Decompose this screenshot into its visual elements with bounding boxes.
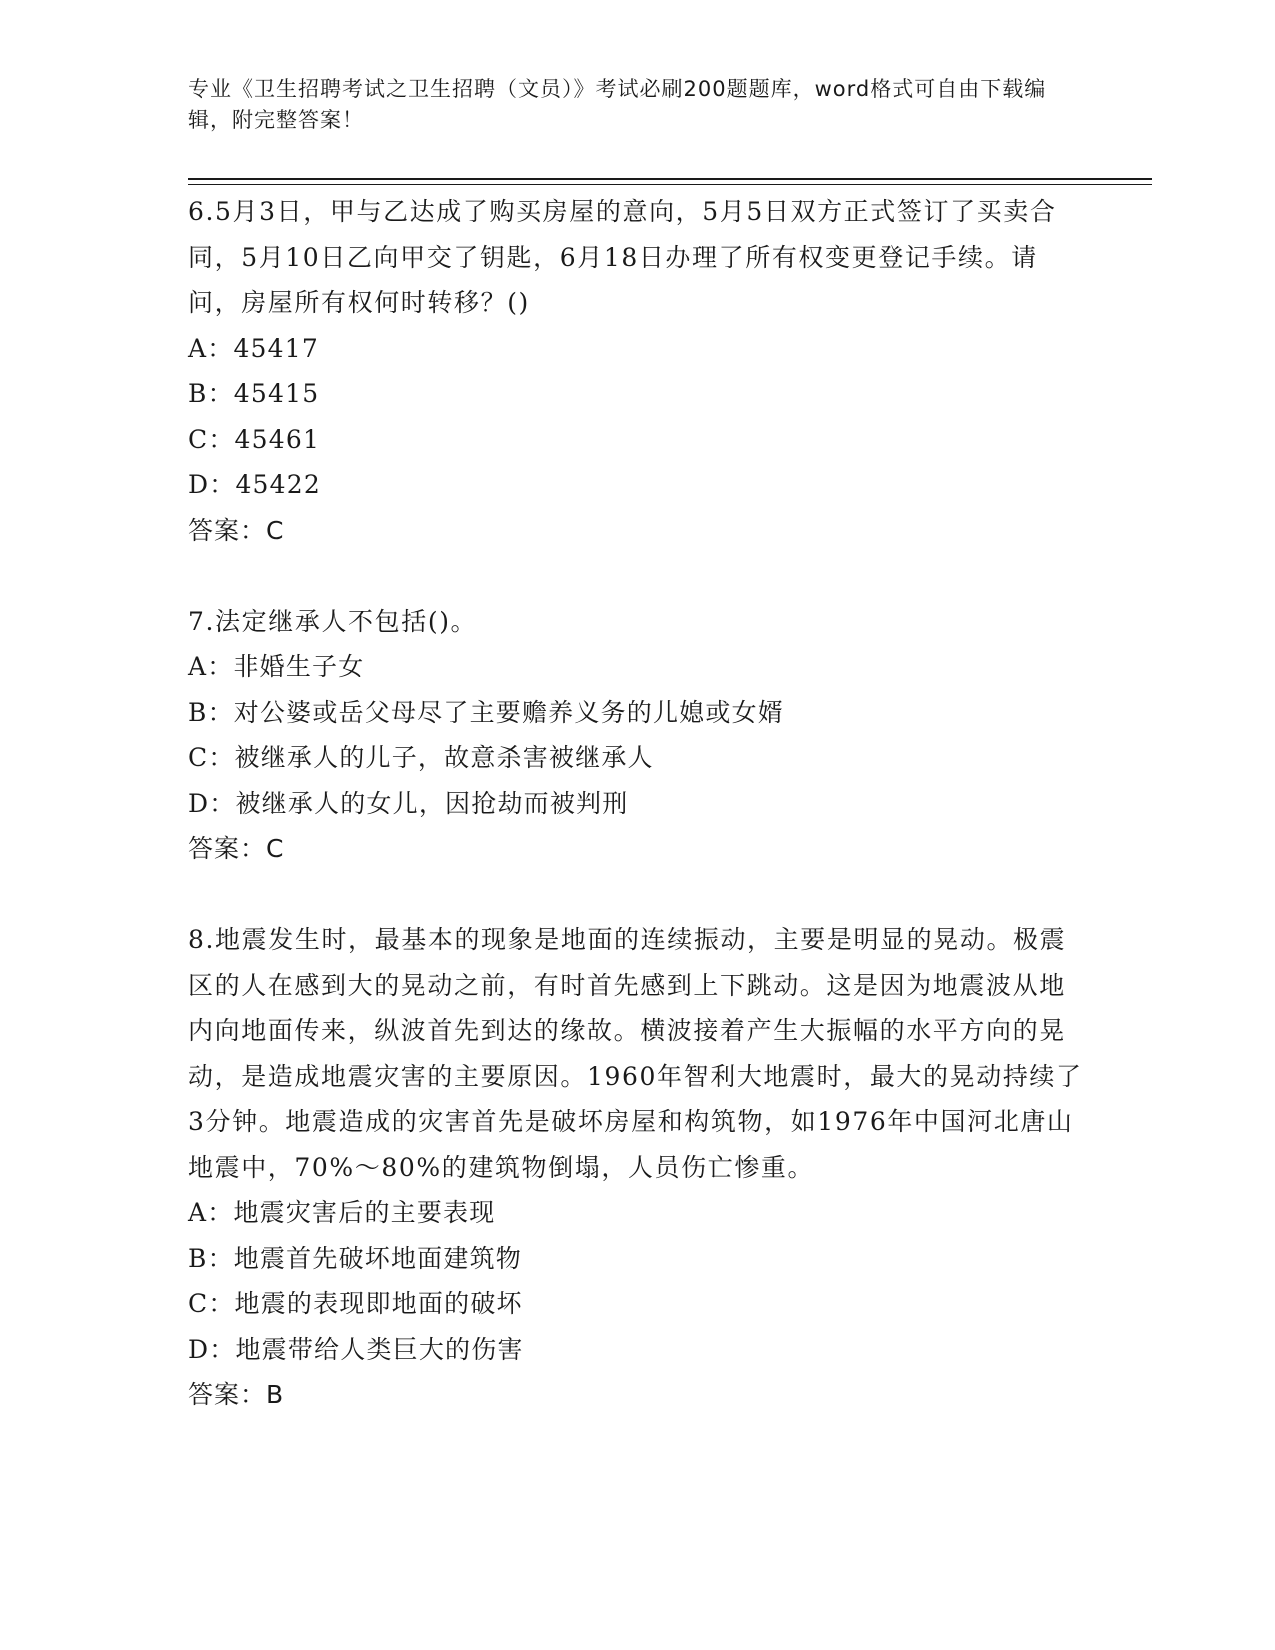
option-d: D：被继承人的女儿，因抢劫而被判刑 <box>188 788 629 818</box>
question-block <box>188 599 1088 872</box>
spacer <box>188 872 1088 918</box>
header-divider-thick <box>188 178 1152 180</box>
answer-line: 答案：C <box>188 834 285 863</box>
option-a: A：45417 <box>188 333 319 363</box>
option-c: C：被继承人的儿子，故意杀害被继承人 <box>188 743 654 772</box>
header-divider-thin <box>188 184 1152 185</box>
answer-line: 答案：B <box>188 1380 285 1409</box>
question-text: 7.法定继承人不包括()。 <box>188 606 478 636</box>
question-block <box>188 189 1088 553</box>
spacer <box>188 553 1088 599</box>
answer-line: 答案：C <box>188 515 285 545</box>
option-b: B：地震首先破坏地面建筑物 <box>188 1243 522 1273</box>
header-title: 专业《卫生招聘考试之卫生招聘（文员）》考试必刷200题题库，word格式可自由下载编辑，附完整答案！ <box>188 77 1047 132</box>
option-c: C：地震的表现即地面的破坏 <box>188 1289 523 1318</box>
document-header <box>188 74 1068 136</box>
option-d: D：地震带给人类巨大的伤害 <box>188 1334 524 1364</box>
option-c: C：45461 <box>188 424 321 454</box>
question-list <box>188 189 1088 1418</box>
question-text: 8.地震发生时，最基本的现象是地面的连续振动，主要是明显的晃动。极震区的人在感到大的晃动之前，有时首先感到上下跳动。这是因为地震波从地内向地面传来，纵波首先到达的缘故。横波接着产生大振幅的水平方向的晃动，是造成地震灾害的主要原因。1960年智利大地震时，最大的晃动持续了3分钟。地震造成的灾害首先是破坏房屋和构筑物，如1976年中国河北唐山地震中，70%～80%的建筑物倒塌，人员伤亡惨重。 <box>188 925 1083 1182</box>
question-block <box>188 917 1088 1418</box>
option-b: B：对公婆或岳父母尽了主要赡养义务的儿媳或女婿 <box>188 697 784 727</box>
option-a: A：非婚生子女 <box>188 652 365 681</box>
option-a: A：地震灾害后的主要表现 <box>188 1198 496 1227</box>
question-text: 6.5月3日，甲与乙达成了购买房屋的意向，5月5日双方正式签订了买卖合同，5月10日乙向甲交了钥匙，6月18日办理了所有权变更登记手续。请问，房屋所有权何时转移？() <box>188 197 1057 317</box>
option-d: D：45422 <box>188 470 321 499</box>
option-b: B：45415 <box>188 379 320 408</box>
